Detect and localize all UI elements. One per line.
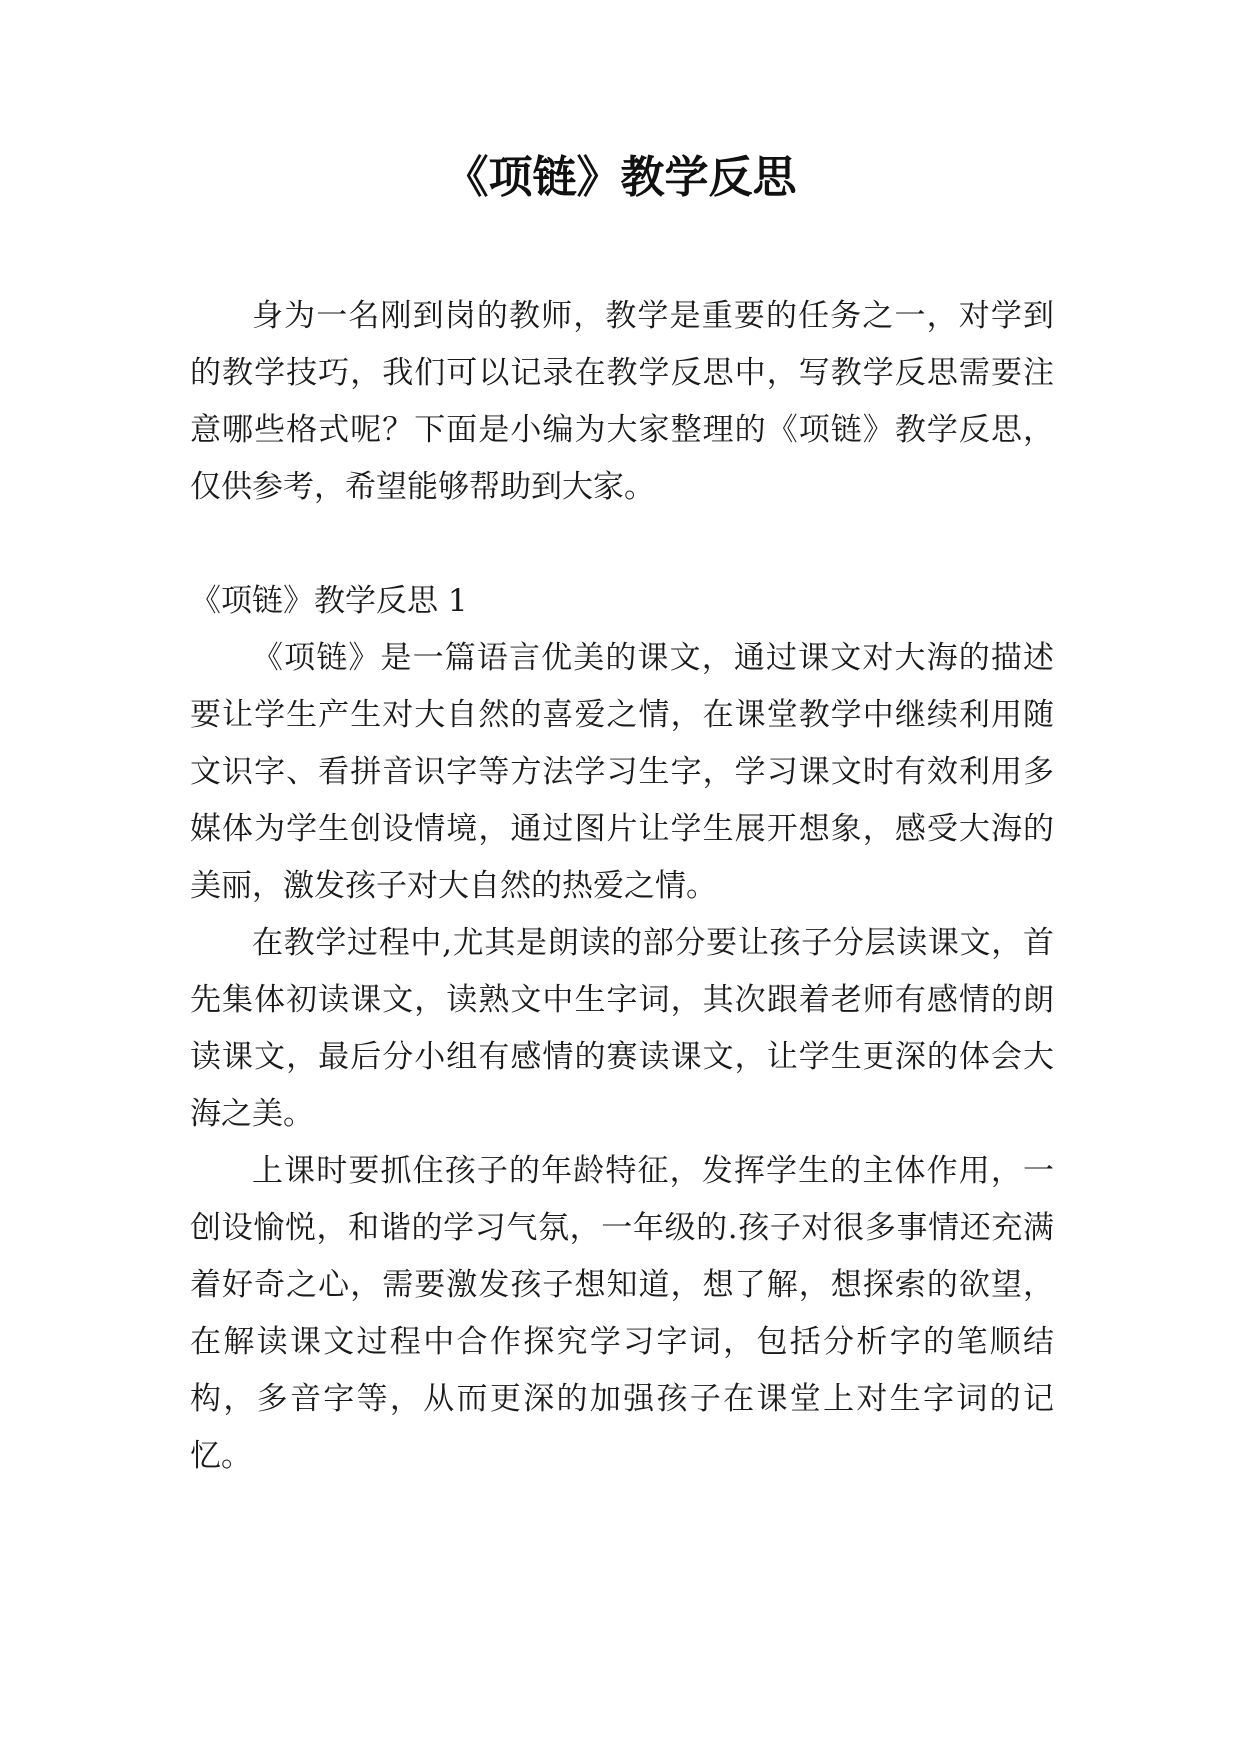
section-heading: 《项链》教学反思 1 (190, 583, 468, 619)
body-paragraph-1: 《项链》是一篇语言优美的课文，通过课文对大海的描述要让学生产生对大自然的喜爱之情，在课堂教学中继续利用随文识字、看拼音识字等方法学习生字，学习课文时有效利用多媒体为学生创设情境，通过图片让学生展开想象，感受大海的美丽，激发孩子对大自然的热爱之情。 (190, 640, 1054, 904)
body-paragraph-2: 在教学过程中,尤其是朗读的部分要让孩子分层读课文，首先集体初读课文，读熟文中生字词，其次跟着老师有感情的朗读课文，最后分小组有感情的赛读课文，让学生更深的体会大海之美。 (190, 925, 1054, 1132)
document-body (190, 288, 1054, 1485)
body-paragraph-3: 上课时要抓住孩子的年龄特征，发挥学生的主体作用，一创设愉悦，和谐的学习气氛，一年级的.孩子对很多事情还充满着好奇之心，需要激发孩子想知道，想了解，想探索的欲望，在解读课文过程中合作探究学习字词，包括分析字的笔顺结构，多音字等，从而更深的加强孩子在课堂上对生字词的记忆。 (190, 1153, 1054, 1474)
document-title: 《项链》教学反思 (444, 152, 797, 203)
intro-paragraph: 身为一名刚到岗的教师，教学是重要的任务之一，对学到的教学技巧，我们可以记录在教学反思中，写教学反思需要注意哪些格式呢？下面是小编为大家整理的《项链》教学反思，仅供参考，希望能够帮助到大家。 (190, 298, 1054, 505)
